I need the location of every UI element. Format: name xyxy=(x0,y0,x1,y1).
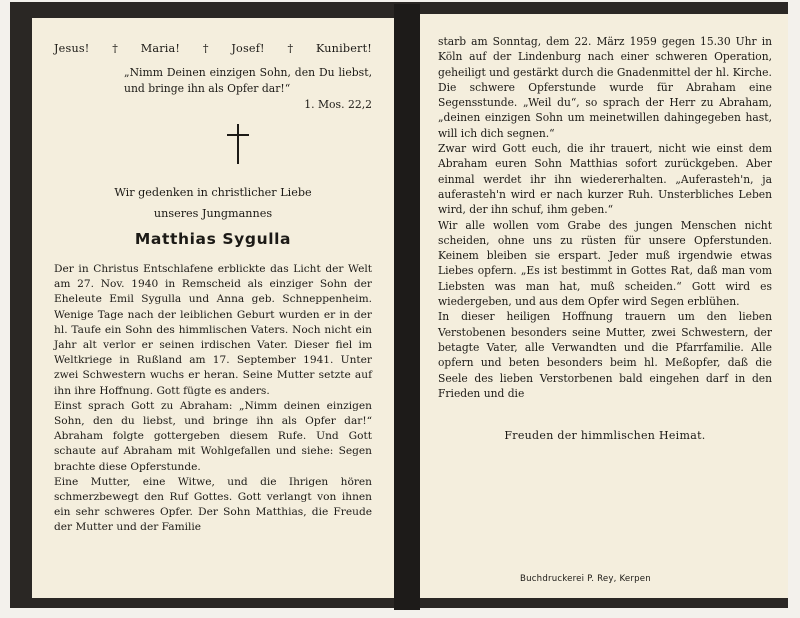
invocation-josef: Josef! xyxy=(231,42,265,55)
left-paragraph: Der in Christus Entschlafene erblickte das Licht der Welt am 27. Nov. 1940 in Remscheid als einziger Sohn der Eheleute Emil Sygulla und Anna geb. Schneppenheim. Wenige Tage nach der leiblichen Geburt wurden er in der hl. Taufe ein Sohn des himmlischen Vaters. Noch nicht ein Jahr alt verlor er seinen irdischen Vater. Dieser fiel im Weltkriege in Rußland am 17. September 1941. Unter zwei Schwestern wuchs er heran. Seine Mutter setzte auf ihn ihre Hoffnung. Gott fügte es anders. xyxy=(54,263,372,397)
intro-line-1: Wir gedenken in christlicher Liebe xyxy=(114,186,312,199)
left-body-text xyxy=(54,262,372,536)
right-paragraph: In dieser heiligen Hoffnung trauern um den lieben Verstobenen besonders seine Mutter, zwei Schwestern, der betagte Vater, alle Verwandten und die Pfarrfamilie. Alle opfern und beten besonders beim hl. Meßopfer, daß die Seele des lieben Verstorbenen bald eingehen darf in den Frieden und die xyxy=(438,310,772,400)
dagger-2: † xyxy=(202,42,209,55)
right-body-text xyxy=(438,34,772,401)
memorial-card xyxy=(10,2,788,608)
left-paragraph: Einst sprach Gott zu Abraham: „Nimm deinen einzigen Sohn, den du liebst, und bringe ihn als Opfer dar!“ Abraham folgte gottergeben diesem Rufe. Und Gott schaute auf Abraham mit Wohlgefallen und siehe: Segen brachte diese Opferstunde. xyxy=(54,399,372,473)
right-page xyxy=(420,14,788,598)
right-paragraph: Wir alle wollen vom Grabe des jungen Menschen nicht scheiden, ohne uns zu rüsten für unsere Opferstunden. Keinem bleiben sie erspart. Jeder muß irgendwie etwas Liebes opfern. „Es ist bestimmt in Gottes Rat, daß man vom Liebsten was man hat, muß scheiden.“ Gott wird es wiedergeben, und aus dem Opfer wird Segen erblühen. xyxy=(438,218,772,309)
dagger-3: † xyxy=(287,42,294,55)
right-paragraph: Zwar wird Gott euch, die ihr trauert, nicht wie einst dem Abraham euren Sohn Matthias sofort zurückgeben. Aber einmal werdet ihr ihn wiedererhalten. „Auferasteh'n, ja auferasteh'n wird er nach kurzer Ruh. Unsterbliches Leben wird, der ihn schuf, ihm geben.“ xyxy=(438,142,772,217)
card-fold xyxy=(394,4,420,610)
cross-icon xyxy=(54,120,372,180)
left-paragraph: Eine Mutter, eine Witwe, und die Ihrigen hören schmerzbewegt den Ruf Gottes. Gott verlangt von ihnen ein sehr schweres Opfer. Der Sohn Matthias, die Freude der Mutter und der Familie xyxy=(54,475,372,534)
invocation-line xyxy=(54,42,372,55)
intro-line-2: unseres Jungmannes xyxy=(153,207,273,220)
bible-reference: 1. Mos. 22,2 xyxy=(304,98,372,111)
left-page xyxy=(32,18,394,598)
bible-quote: „Nimm Deinen einzigen Sohn, den Du liebst, und bringe ihn als Opfer dar!“ xyxy=(124,66,372,95)
deceased-name: Matthias Sygulla xyxy=(134,230,292,248)
invocation-kunibert: Kunibert! xyxy=(315,42,372,55)
right-paragraph: Die schwere Opferstunde wurde für Abraham eine Segensstunde. „Weil du“, so sprach der Herr zu Abraham, „deinen einzigen Sohn um meinetwillen dahingegeben hast, will ich dich segnen.“ xyxy=(438,80,772,140)
invocation-maria: Maria! xyxy=(140,42,181,55)
dagger-1: † xyxy=(112,42,118,55)
closing-line: Freuden der himmlischen Heimat. xyxy=(504,429,706,443)
right-paragraph: starb am Sonntag, dem 22. März 1959 gegen 15.30 Uhr in Köln auf der Lindenburg nach einer schweren Operation, geheiligt und gestärkt durch die Gnadenmittel der hl. Kirche. xyxy=(438,35,772,79)
printer-imprint: Buchdruckerei P. Rey, Kerpen xyxy=(520,574,651,584)
invocation-jesus: Jesus! xyxy=(54,42,90,55)
